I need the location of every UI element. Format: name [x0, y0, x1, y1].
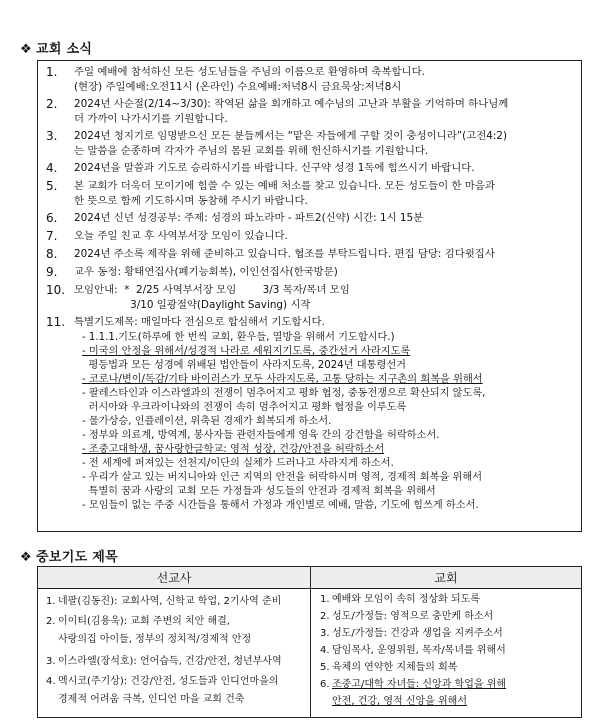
church-item	[320, 661, 457, 674]
item-line: 2024년 신년 성경공부: 주제: 성경의 파노라마 - 파트2(신약) 시간: 1시 15분	[74, 212, 424, 224]
item-line: 더 가까이 나가시기를 기원합니다.	[74, 113, 228, 125]
missionary-item	[46, 655, 282, 668]
item-text: 이스라엘(장석호): 언어습득, 건강/안전, 청년부사역	[58, 656, 282, 667]
item-text	[74, 229, 575, 244]
missionary-item	[46, 615, 230, 628]
item-text: 조중고/대학 자녀들: 신앙과 학업을 위해	[332, 679, 507, 690]
item-text: 담임목사, 운영위원, 목자/목녀를 위해서	[332, 645, 506, 656]
item-number: 4.	[46, 676, 56, 687]
prayer-subitem: 러시아와 우크라이나와의 전쟁이 속히 멈추어지고 평화 협정을 이루도록	[82, 402, 407, 413]
item-line: 2024년 청지기로 임명받으신 모든 분들께서는 “맡은 자들에게 구할 것이 충성이니라”(고전4:2)	[74, 130, 508, 142]
item-line: 특별기도제목: 매일마다 전심으로 합심해서 기도합시다.	[74, 316, 325, 328]
prayer-subitem: - 모임들이 없는 주중 시간들을 통해서 가정과 개인별로 예배, 말씀, 기도에 힘쓰게 하소서.	[82, 500, 479, 511]
item-text: 안전, 건강, 영적 신앙을 위해서	[332, 696, 467, 707]
item-text	[74, 97, 575, 127]
item-number: 8.	[46, 247, 58, 261]
column-divider	[310, 567, 311, 717]
item-line: 한 뜻으로 함께 기도하시며 동참해 주시기 바랍니다.	[74, 195, 308, 207]
item-number: 7.	[46, 229, 58, 243]
item-number: 6.	[46, 211, 58, 225]
missionary-column-header: 선교사	[38, 567, 310, 589]
prayer-subitem-list	[82, 331, 575, 513]
item-text	[74, 129, 575, 159]
item-number: 4.	[320, 645, 330, 656]
missionary-item	[46, 693, 244, 706]
church-news-box	[37, 60, 582, 532]
item-line: 주일 예배에 참석하신 모든 성도님들을 주님의 이름으로 환영하며 축복합니다.	[74, 66, 425, 78]
prayer-subitem: 평등법과 모든 성경에 위배된 법안들이 사라지도록, 2024년 대통령선거	[82, 360, 407, 371]
item-line: 모임안내: * 2/25 사역부서장 모임 3/3 목자/목녀 모임	[74, 284, 350, 296]
item-number: 9.	[46, 265, 58, 279]
item-line: 오늘 주일 친교 후 사역부서장 모임이 있습니다.	[74, 230, 288, 242]
item-number: 3.	[46, 129, 58, 143]
item-text: 성도/가정들: 건강과 생업을 지켜주소서	[332, 628, 503, 639]
item-number: 2.	[46, 616, 56, 627]
item-text: 멕시코(주기상): 건강/안전, 성도들과 인디언마을의	[58, 676, 279, 687]
item-number: 6.	[320, 679, 330, 690]
item-text: 성도/가정들: 영적으로 충만케 하소서	[332, 611, 494, 622]
missionary-item	[46, 633, 251, 646]
item-text: 사랑의집 아이들, 정부의 정치적/경제적 안정	[58, 634, 252, 645]
prayer-subitem: - 미국의 안정을 위해서/성경적 나라로 세워지기도록, 중간선거 사라지도록	[82, 346, 411, 357]
intercession-heading	[20, 546, 118, 565]
church-news-title: 교회 소식	[36, 42, 93, 57]
diamond-bullet-icon: ❖	[20, 42, 32, 57]
item-text: 예배와 모임이 속히 정상화 되도록	[332, 594, 480, 605]
intercession-title: 중보기도 제목	[36, 550, 118, 565]
church-item	[320, 695, 467, 708]
church-column-header: 교회	[311, 567, 581, 589]
church-item	[320, 610, 493, 623]
missionary-item	[46, 675, 278, 688]
item-text	[74, 265, 575, 280]
item-line: 2024년 사순절(2/14~3/30): 작역된 삶을 회개하고 예수님의 고난과 부활을 기억하며 하나님께	[74, 98, 509, 110]
church-item	[320, 644, 506, 657]
prayer-subitem: 특별히 꿈과 사랑의 교회 모든 가정들과 성도들의 안전과 경제적 회복을 위해서	[82, 486, 436, 497]
item-number: 4.	[46, 161, 58, 175]
church-item	[320, 593, 480, 606]
item-text: 이이티(김용욱): 교회 주변의 치안 해결,	[58, 616, 230, 627]
item-number: 5.	[46, 179, 58, 193]
church-item	[320, 678, 506, 691]
item-text	[74, 211, 575, 226]
item-line: (현장) 주일예배:오전11시 (온라인) 수요예배:저녁8시 금요묵상:저녁8시	[74, 81, 402, 93]
item-number: 2.	[46, 97, 58, 111]
prayer-subitem: - 팔레스타인과 이스라엘과의 전쟁이 멈추어지고 평화 협정, 중동전쟁으로 확산되지 않도록,	[82, 388, 486, 399]
item-text	[74, 247, 575, 262]
church-item	[320, 627, 503, 640]
prayer-subitem: - 조중고대학생, 꿈사랑한글학교: 영적 성장, 건강/안전을 허락하소서	[82, 444, 385, 455]
item-number: 10.	[46, 283, 66, 297]
prayer-subitem: - 우리가 살고 있는 버지니아와 인근 지역의 안전을 허락하시며 영적, 경제적 회복을 위해서	[82, 472, 483, 483]
item-text	[74, 283, 575, 313]
item-line: 교우 동정: 황태연집사(폐기능회복), 이인선집사(한국방문)	[74, 266, 338, 278]
item-text: 네팔(김동진): 교회사역, 신학교 학업, 2기사역 준비	[58, 596, 282, 607]
item-number: 1.	[46, 596, 56, 607]
intercession-table	[37, 566, 582, 718]
item-text	[74, 65, 575, 95]
item-number: 1.	[320, 594, 330, 605]
prayer-subitem: - 전 세계에 퍼져있는 선천지/이단의 실체가 드러나고 사라지게 하소서.	[82, 458, 394, 469]
item-line: 2024년을 말씀과 기도로 승리하시기를 바랍니다. 신구약 성경 1독에 힘쓰시기 바랍니다.	[74, 162, 475, 174]
church-news-heading	[20, 38, 92, 57]
item-text: 육체의 연약한 지체들의 회복	[332, 662, 458, 673]
item-line: 는 말씀을 순종하며 각자가 주님의 몸된 교회를 위해 헌신하시기를 기원합니다.	[74, 145, 429, 157]
missionary-item	[46, 595, 281, 608]
item-number: 3.	[46, 656, 56, 667]
item-line: 2024년 주소록 제작을 위해 준비하고 있습니다. 협조를 부탁드립니다. 편집 담당: 김다윗집사	[74, 248, 495, 260]
prayer-subitem: - 물가상승, 인플레이션, 위축된 경제가 회복되게 하소서.	[82, 416, 332, 427]
item-number: 3.	[320, 628, 330, 639]
item-text	[74, 315, 575, 330]
prayer-subitem: - 정부와 의료계, 방역계, 봉사자들 관련자들에게 영육 간의 강건함을 허락하소서.	[82, 430, 440, 441]
item-text	[74, 179, 575, 209]
prayer-subitem: - 코로나/변이/독감/기타 바이러스가 모두 사라지도록, 고통 당하는 지구촌의 회복을 위해서	[82, 374, 483, 385]
diamond-bullet-icon: ❖	[20, 550, 32, 565]
item-number: 5.	[320, 662, 330, 673]
item-line: 3/10 일광절약(Daylight Saving) 시작	[74, 299, 311, 311]
item-text	[74, 161, 575, 176]
prayer-subitem: - 1.1.1.기도(하루에 한 번씩 교회, 환우들, 열방을 위해서 기도합시다.)	[82, 332, 395, 343]
item-number: 11.	[46, 315, 66, 329]
item-line: 본 교회가 더욱더 모이기에 힘쓸 수 있는 예배 처소를 찾고 있습니다. 모든 성도들이 한 마음과	[74, 180, 495, 192]
item-number: 1.	[46, 65, 58, 79]
item-number: 2.	[320, 611, 330, 622]
item-text: 경제적 어려움 극복, 인디언 마을 교회 건축	[58, 694, 245, 705]
